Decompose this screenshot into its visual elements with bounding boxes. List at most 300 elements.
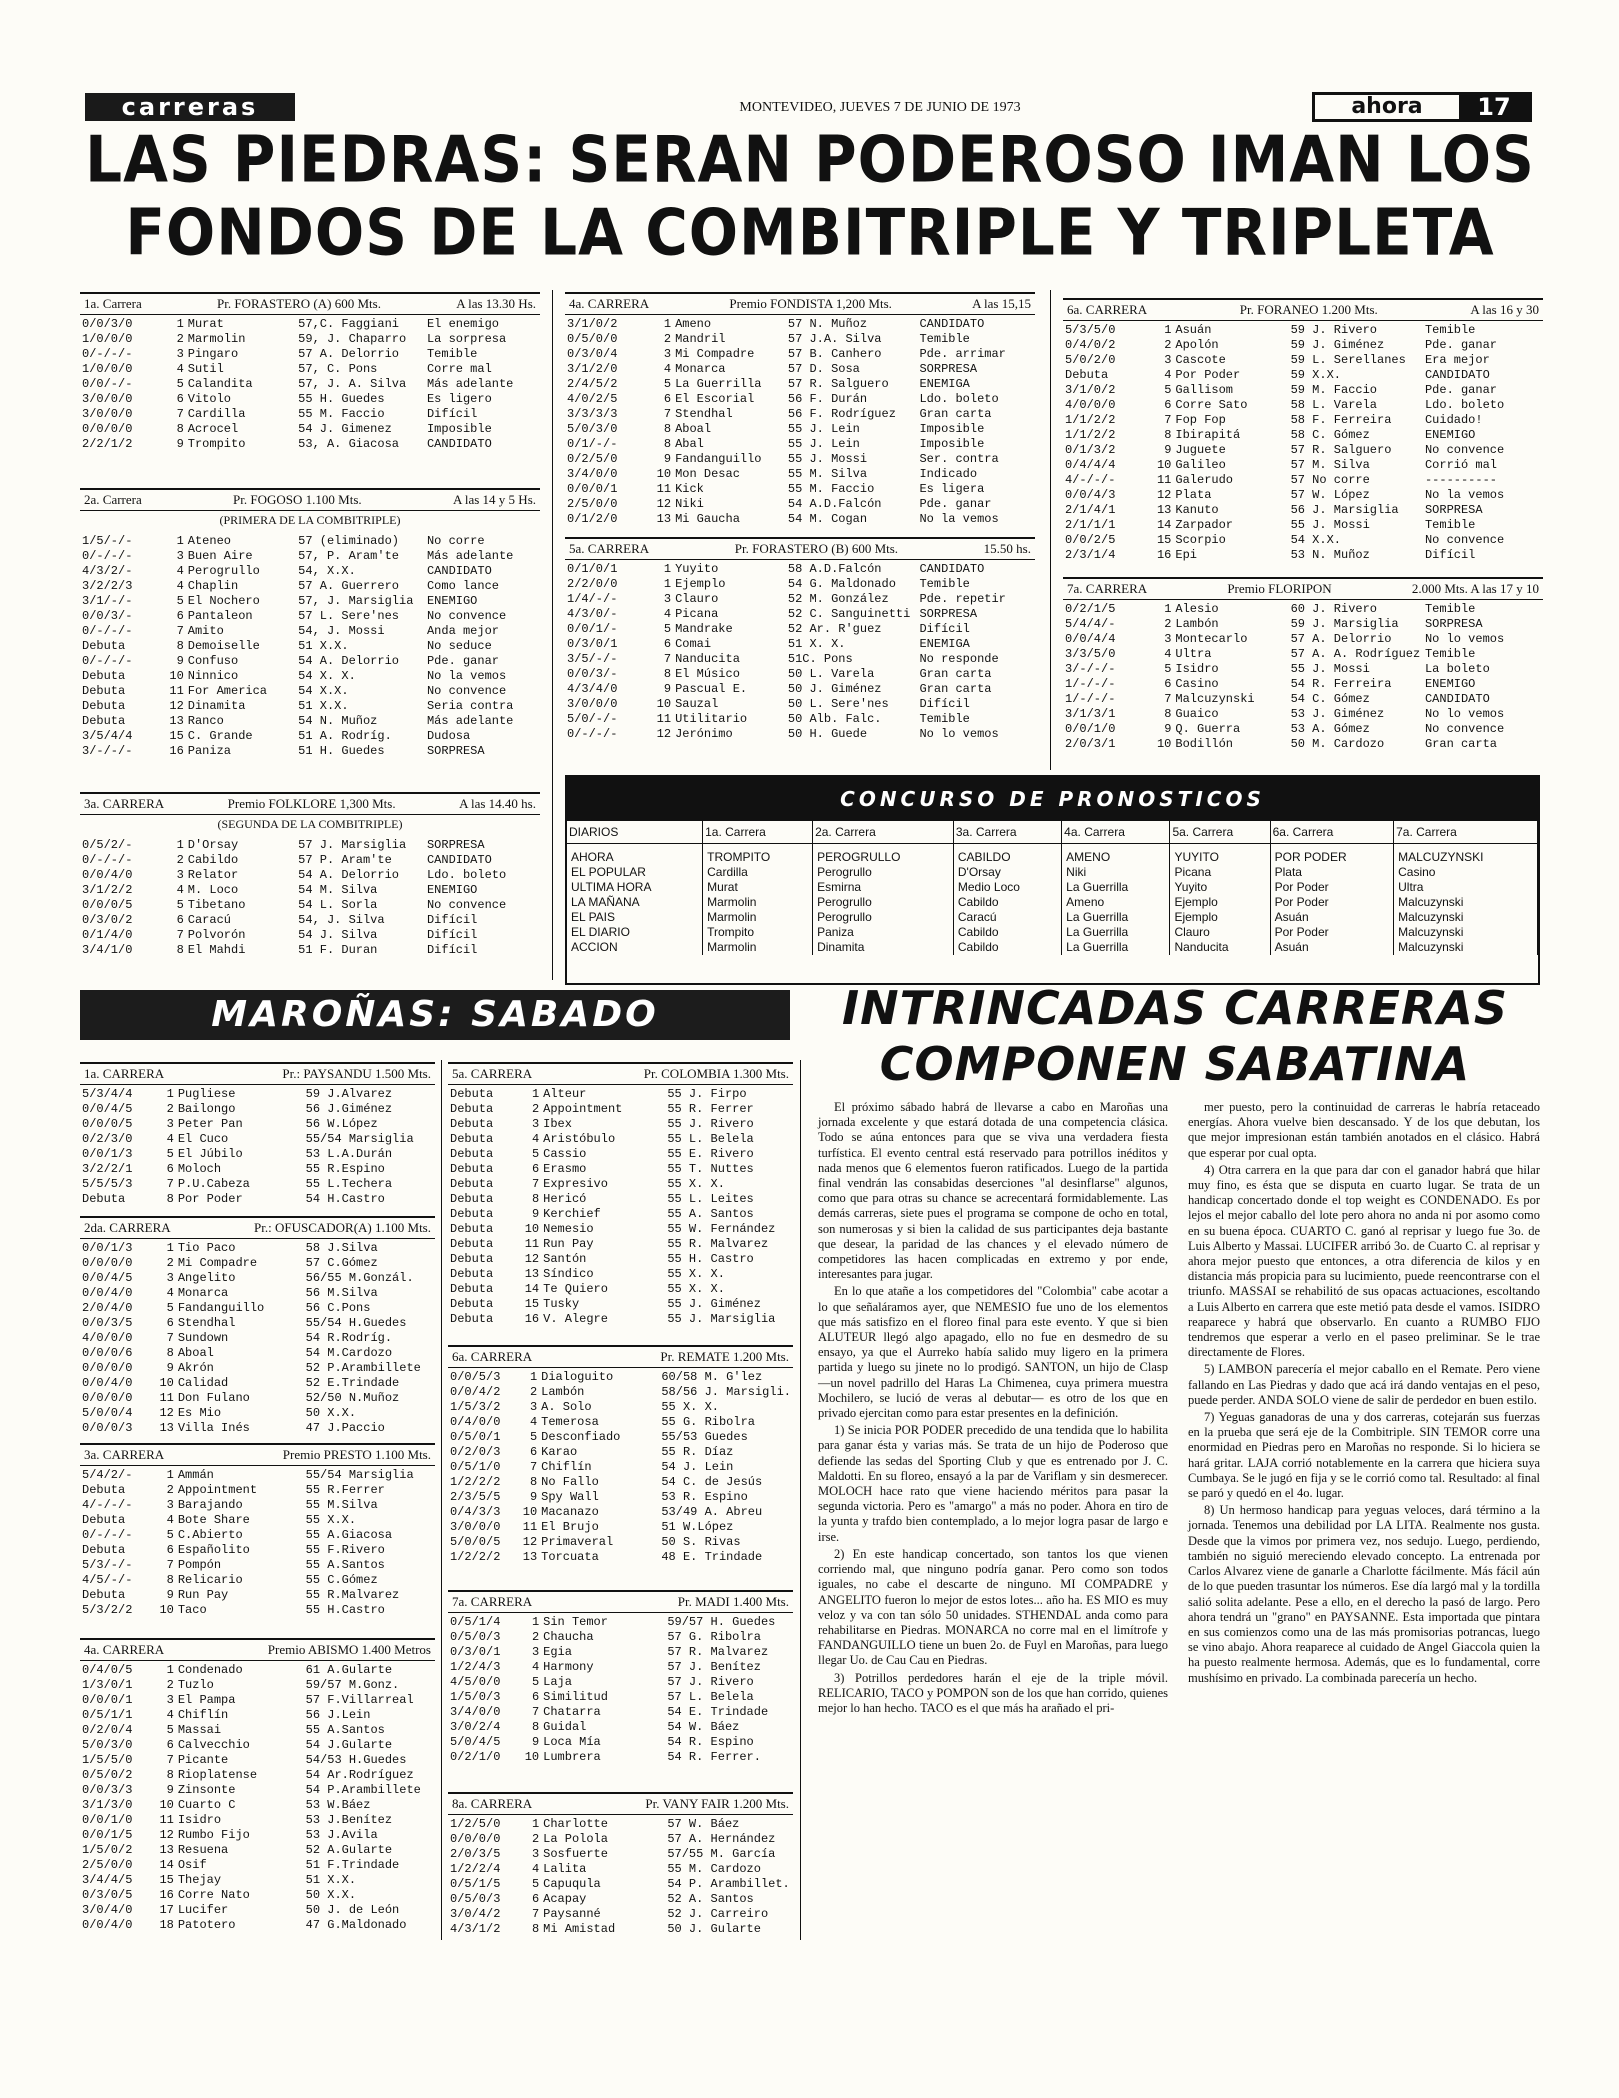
table-cell: Calidad (177, 1376, 229, 1390)
contest-cell: Asuán (1270, 910, 1394, 925)
table-row (448, 1660, 793, 1675)
table-cell: Cardilla (187, 407, 246, 421)
table-cell: 57 A. Hernández (667, 1832, 776, 1846)
table-cell: 53 J. Giménez (1290, 707, 1385, 721)
table-cell: Debuta (450, 1297, 494, 1311)
table-cell: 54 R. Ferreira (1290, 677, 1392, 691)
table-cell: Sin Temor (543, 1615, 608, 1629)
table-cell: Aboal (177, 1346, 214, 1360)
table-cell: 0/1/4/0 (82, 928, 133, 942)
table-cell: 3/2/2/1 (82, 1162, 133, 1176)
table-cell: Paniza (187, 744, 231, 758)
table-cell: 8 (176, 422, 184, 436)
table-cell: 4/5/-/- (82, 1573, 133, 1587)
table-row (565, 392, 1035, 407)
table-cell: Debuta (82, 669, 126, 683)
table-cell: 8 (663, 667, 672, 681)
table-row (80, 1678, 435, 1693)
table-row (448, 1705, 793, 1720)
table-cell: SORPRESA (1424, 617, 1483, 631)
table-cell: 6 (531, 1892, 540, 1906)
table-cell: 0/4/4/4 (1065, 458, 1116, 472)
table-cell: Era mejor (1424, 353, 1490, 367)
table-cell: Clauro (675, 592, 719, 606)
table-row (1063, 677, 1543, 692)
article-paragraph: mer puesto, pero la continuidad de carreras le habría retaceado energías. Ahora vuelve bien descansado. Y de los que debutan, los que mejor impresionan están también anotados en el clásico. Habrá que esperar por cual opta. (1188, 1100, 1540, 1160)
contest-cell: Nanducita (1170, 940, 1270, 955)
table-cell: 2/2/0/0 (567, 577, 618, 591)
table-cell: Alteur (543, 1087, 587, 1101)
table-cell: Plata (1175, 488, 1212, 502)
table-row (448, 1117, 793, 1132)
table-cell: Gran carta (919, 407, 992, 421)
race-header-left: 2da. CARRERA (84, 1220, 171, 1235)
table-cell: 2/0/4/0 (82, 1301, 133, 1315)
table-row (448, 1222, 793, 1237)
table-row (565, 727, 1035, 742)
race-header (448, 1590, 793, 1613)
table-cell: Bote Share (177, 1513, 250, 1527)
column-rule (1050, 290, 1051, 770)
table-cell: 4 (1164, 368, 1172, 382)
table-cell: Cascote (1175, 353, 1226, 367)
table-cell: 1 (529, 1370, 538, 1384)
table-row (80, 579, 540, 594)
table-cell: 8 (166, 1192, 174, 1206)
table-cell: 0/5/1/1 (82, 1708, 133, 1722)
table-cell: 4 (1164, 647, 1172, 661)
table-cell: Primaveral (541, 1535, 614, 1549)
table-cell: 53, A. Giacosa (298, 437, 399, 451)
table-cell: 9 (166, 1783, 174, 1797)
table-row (448, 1147, 793, 1162)
table-cell: 54 M. Cogan (787, 512, 868, 526)
table-cell: 57 R. Malvarez (667, 1645, 769, 1659)
table-cell: 0/1/3/2 (1065, 443, 1116, 457)
table-cell: 55 J. Lein (787, 422, 860, 436)
table-row (80, 1177, 435, 1192)
contest-cell: Yuyito (1170, 880, 1270, 895)
table-cell: 10 (159, 1376, 174, 1390)
table-cell: 53/49 A. Abreu (661, 1505, 763, 1519)
table-row (1063, 533, 1543, 548)
contest-cell: Malcuzynski (1394, 895, 1538, 910)
table-cell: 2 (166, 1256, 174, 1270)
table-row (80, 347, 540, 362)
table-cell: Debuta (450, 1162, 494, 1176)
table-row (80, 332, 540, 347)
table-row (1063, 518, 1543, 533)
race-header-left: 1a. CARRERA (84, 1066, 165, 1081)
table-cell: Loca Mía (543, 1735, 601, 1749)
table-cell: 57 J. Rivero (667, 1675, 754, 1689)
table-cell: Kanuto (1175, 503, 1219, 517)
race-header-left: 6a. CARRERA (452, 1349, 533, 1364)
table-cell: SORPRESA (919, 362, 978, 376)
table-cell: 5 (1164, 383, 1172, 397)
race-header-mid: Pr. COLOMBIA 1.300 Mts. (643, 1066, 789, 1081)
table-row (448, 1087, 793, 1102)
table-row (448, 1675, 793, 1690)
race-subtitle: (PRIMERA DE LA COMBITRIPLE) (219, 513, 401, 527)
table-cell: 3 (166, 1117, 174, 1131)
table-row (448, 1445, 793, 1460)
table-cell: Ammán (177, 1468, 214, 1482)
table-row (565, 712, 1035, 727)
table-cell: 57 N. Muñoz (787, 317, 868, 331)
column-rule (441, 1060, 442, 1940)
table-row (80, 1301, 435, 1316)
table-cell: 7 (166, 1558, 174, 1572)
table-row (1063, 473, 1543, 488)
table-cell: Thejay (177, 1873, 222, 1887)
table-cell: Angelito (177, 1271, 236, 1285)
table-cell: 4/-/-/- (82, 1498, 133, 1512)
contest-cell: EL POPULAR (567, 865, 703, 880)
mar-race-1 (80, 1062, 435, 1207)
table-cell: Kick (675, 482, 704, 496)
table-cell: 1 (1164, 602, 1172, 616)
article-paragraph: 2) En este handicap concertado, son tantos los que vienen corriendo mal, que ninguno podría ganar. Pero como son todos iguales, no cabe el descarte de ninguno. MI COMPADRE y ANGELITO fueron lo mejor de estos lotes... año ha. ES MIO es muy veloz y va con tan sólo 50 unidades. STHENDAL anda como para rehabilitarse en Piedras. MONARCA no corre mal en el limítrofe y FANDANGUILLO tiene un buen 2o. de Fuyl en Maroñas, para luego llegar Uo. de Cau Cau en Piedras. (818, 1546, 1168, 1668)
table-cell: Chatarra (543, 1705, 601, 1719)
table-cell: 5/0/2/0 (1065, 353, 1116, 367)
table-cell: CANDIDATO (426, 853, 492, 867)
table-row (448, 1192, 793, 1207)
table-cell: 2 (176, 853, 184, 867)
race-table (565, 562, 1035, 742)
table-cell: 13 (1156, 503, 1172, 517)
table-cell: Yuyito (675, 562, 719, 576)
table-cell: 0/2/0/4 (82, 1723, 133, 1737)
table-cell: 54 W. Báez (667, 1720, 740, 1734)
table-cell: ENEMIGO (426, 883, 478, 897)
table-cell: Jerónimo (675, 727, 733, 741)
race-header-left: 8a. CARRERA (452, 1796, 533, 1811)
race-table (448, 1615, 793, 1765)
table-cell: 54 H.Castro (305, 1192, 385, 1206)
table-row (80, 1286, 435, 1301)
table-cell: 8 (531, 1720, 540, 1734)
table-cell: El enemigo (426, 317, 499, 331)
contest-cell: Cabildo (953, 895, 1061, 910)
race-header-left: 6a. CARRERA (1067, 302, 1148, 317)
table-row (448, 1177, 793, 1192)
table-cell: 3 (531, 1117, 540, 1131)
table-row (448, 1460, 793, 1475)
table-cell: 54 X.X. (298, 684, 349, 698)
table-row (80, 913, 540, 928)
table-cell: 51 H. Guedes (298, 744, 385, 758)
table-cell: 57 W. Báez (667, 1817, 740, 1831)
table-cell: El Nochero (187, 594, 260, 608)
table-cell: Paysanné (543, 1907, 601, 1921)
contest-cell: La Guerrilla (1062, 880, 1170, 895)
table-cell: 55 R.Ferrer (305, 1483, 385, 1497)
table-row (80, 1723, 435, 1738)
table-cell: 3 (176, 549, 184, 563)
race-subtitle: (SEGUNDA DE LA COMBITRIPLE) (217, 817, 403, 831)
table-cell: Karao (541, 1445, 578, 1459)
table-cell: Erasmo (543, 1162, 587, 1176)
table-cell: 3/1/2/0 (567, 362, 618, 376)
table-cell: 4 (176, 579, 184, 593)
table-cell: 5/0/-/- (567, 712, 618, 726)
table-cell: Debuta (82, 1192, 126, 1206)
table-cell: 6 (531, 1162, 540, 1176)
table-cell: 2/0/3/5 (450, 1847, 501, 1861)
table-row (80, 1768, 435, 1783)
table-cell: Sosfuerte (543, 1847, 608, 1861)
table-cell: Torcuata (541, 1550, 599, 1564)
table-cell: 53 R. Espino (661, 1490, 748, 1504)
table-cell: 3/1/3/0 (82, 1798, 133, 1812)
table-cell: 13 (169, 714, 184, 728)
table-cell: ENEMIGA (919, 637, 970, 651)
table-row (448, 1267, 793, 1282)
table-cell: 55 H.Castro (305, 1603, 385, 1617)
table-cell: 6 (176, 392, 184, 406)
table-cell: 1/3/0/1 (82, 1678, 133, 1692)
table-cell: 52 C. Sanguinetti (787, 607, 911, 621)
article-column-2 (1188, 1100, 1540, 1688)
table-cell: 3 (531, 1645, 540, 1659)
table-cell: Imposible (919, 422, 985, 436)
race-header-left: 4a. CARRERA (569, 296, 650, 311)
table-cell: 0/0/4/4 (1065, 632, 1116, 646)
table-cell: For America (187, 684, 267, 698)
table-cell: Galerudo (1175, 473, 1233, 487)
table-cell: 2 (531, 1102, 540, 1116)
race-header-mid: Premio FOLKLORE 1,300 Mts. (227, 796, 396, 811)
table-cell: 54 A. Delorrio (298, 868, 399, 882)
table-cell: 1 (166, 1241, 174, 1255)
table-cell: Más adelante (426, 377, 514, 391)
table-cell: Te Quiero (543, 1282, 608, 1296)
contest-cell: Cabildo (953, 940, 1061, 955)
table-cell: 57 R. Salguero (1290, 443, 1392, 457)
table-cell: 10 (159, 1603, 174, 1617)
table-row (80, 1828, 435, 1843)
table-cell: Es ligera (919, 482, 985, 496)
table-cell: 0/3/0/1 (567, 637, 618, 651)
table-cell: Debuta (450, 1192, 494, 1206)
table-cell: Pde. ganar (919, 497, 992, 511)
contest-cell: AHORA (567, 844, 703, 866)
table-cell: 3/1/3/1 (1065, 707, 1116, 721)
table-row (80, 407, 540, 422)
article-headline (810, 980, 1540, 1092)
table-cell: 47 J.Paccio (305, 1421, 385, 1435)
table-cell: 55 X. X. (667, 1177, 725, 1191)
table-cell: 3/0/4/2 (450, 1907, 501, 1921)
table-cell: 3 (1164, 353, 1172, 367)
table-cell: Indicado (919, 467, 978, 481)
table-cell: No responde (919, 652, 999, 666)
table-cell: Debuta (450, 1102, 494, 1116)
table-row (448, 1370, 793, 1385)
table-row (448, 1690, 793, 1705)
column-rule (552, 290, 553, 980)
table-cell: Debuta (450, 1237, 494, 1251)
race-header-right: A las 16 y 30 (1470, 302, 1539, 317)
table-cell: Moloch (177, 1162, 222, 1176)
table-cell: 1/2/2/2 (450, 1550, 501, 1564)
table-cell: 2 (531, 1630, 540, 1644)
table-cell: 8 (166, 1346, 174, 1360)
table-cell: 55 J. Rivero (667, 1117, 754, 1131)
table-cell: 12 (656, 497, 672, 511)
table-cell: Pde. ganar (1424, 383, 1497, 397)
race-table (80, 1241, 435, 1436)
table-row (565, 562, 1035, 577)
table-row (448, 1237, 793, 1252)
table-row (80, 1693, 435, 1708)
article-paragraph: 1) Se inicia POR PODER precedido de una tendida que lo habilita para ganar ésta y varias más. Se trata de un hijo de Poderoso que defiende las sedas del Sporting Club y que es entrenado por J. C. Maldotti. En su floreo, ensayó a la par de Variflam y sin desmerecer. MOLOCH hace rato que viene haciendo méritos para pasar la segunda victoria. Pero es "amargo" a más no poder. Ahora en tiro de la yunta y trafdo bien contemplado, a lo mejor logra pasar de largo e irse. (818, 1423, 1168, 1544)
table-cell: 5/3/2/2 (82, 1603, 133, 1617)
table-cell: 50 J. de León (305, 1903, 400, 1917)
contest-cell: Malcuzynski (1394, 940, 1538, 955)
table-cell: 1/2/4/3 (450, 1660, 501, 1674)
table-cell: ENEMIGO (1424, 677, 1476, 691)
table-row (565, 512, 1035, 527)
table-cell: 54 G. Maldonado (787, 577, 896, 591)
table-cell: No corre (426, 534, 485, 548)
table-cell: Chaucha (543, 1630, 594, 1644)
table-cell: 59 J. Marsiglia (1290, 617, 1399, 631)
table-cell: 2 (176, 332, 184, 346)
race-table (1063, 323, 1543, 563)
contest-cell: Ejemplo (1170, 895, 1270, 910)
table-row (80, 1132, 435, 1147)
table-row (80, 699, 540, 714)
table-cell: 0/0/3/0 (82, 317, 133, 331)
table-cell: 54/53 H.Guedes (305, 1753, 407, 1767)
table-cell: Similitud (543, 1690, 608, 1704)
table-cell: Debuta (450, 1177, 494, 1191)
table-cell: 5 (531, 1877, 540, 1891)
race-header-right: A las 15,15 (972, 296, 1031, 311)
table-cell: 0/0/4/0 (82, 1918, 133, 1932)
table-cell: 51 W.López (661, 1520, 734, 1534)
table-cell: No convence (1424, 533, 1505, 547)
table-cell: 55 A. Santos (667, 1207, 754, 1221)
table-cell: Cassio (543, 1147, 587, 1161)
table-cell: 0/5/0/2 (82, 1768, 133, 1782)
contest-cell: Marmolin (703, 910, 813, 925)
table-cell: Laja (543, 1675, 572, 1689)
table-cell: 1/5/-/- (82, 534, 133, 548)
table-cell: Villa Inés (177, 1421, 250, 1435)
table-cell: 55 M. Faccio (298, 407, 385, 421)
table-row (80, 534, 540, 549)
table-cell: 54 A.D.Falcón (787, 497, 882, 511)
table-cell: 3 (166, 1498, 174, 1512)
contest-cell: AMENO (1062, 844, 1170, 866)
lp-race-3 (80, 792, 540, 958)
table-row (80, 1498, 435, 1513)
contest-header-cell: DIARIOS (567, 821, 703, 844)
table-row (80, 1406, 435, 1421)
contest-cell: Por Poder (1270, 880, 1394, 895)
table-cell: Santón (543, 1252, 587, 1266)
table-row (565, 347, 1035, 362)
table-row (80, 1738, 435, 1753)
contest-cell: CABILDO (953, 844, 1061, 866)
contest-cell: Perogrullo (813, 895, 954, 910)
table-cell: 4 (166, 1286, 174, 1300)
table-cell: 8 (166, 1573, 174, 1587)
table-cell: 5 (529, 1430, 538, 1444)
table-cell: 55/54 H.Guedes (305, 1316, 407, 1330)
table-row (80, 1753, 435, 1768)
table-row (80, 1147, 435, 1162)
table-cell: 50 Alb. Falc. (787, 712, 882, 726)
contest-cell: Ameno (1062, 895, 1170, 910)
table-cell: 57 A. A. Rodríguez (1290, 647, 1421, 661)
table-row (565, 467, 1035, 482)
table-cell: 0/0/1/0 (82, 1813, 133, 1827)
table-cell: 52 E.Trindade (305, 1376, 400, 1390)
table-cell: Imposible (426, 422, 492, 436)
table-cell: 3 (663, 347, 672, 361)
race-header (1063, 298, 1543, 321)
table-cell: 7 (1164, 413, 1172, 427)
table-cell: La boleto (1424, 662, 1490, 676)
table-cell: 57, P. Aram'te (298, 549, 399, 563)
race-header-left: 5a. CARRERA (452, 1066, 533, 1081)
table-cell: Es Mio (177, 1406, 222, 1420)
table-row (80, 928, 540, 943)
table-row (1063, 398, 1543, 413)
contest-cell: LA MAÑANA (567, 895, 703, 910)
table-cell: 52 M. González (787, 592, 889, 606)
table-row (1063, 368, 1543, 383)
table-cell: Bailongo (177, 1102, 236, 1116)
table-cell: 58 F. Ferreira (1290, 413, 1392, 427)
table-cell: Imposible (919, 437, 985, 451)
table-cell: 53 J.Benítez (305, 1813, 393, 1827)
race-header-left: 3a. CARRERA (84, 1447, 165, 1462)
table-cell: 15 (169, 729, 184, 743)
table-row (80, 1271, 435, 1286)
table-cell: 57 (eliminado) (298, 534, 399, 548)
article-paragraph: 8) Un hermoso handicap para yeguas veloces, dará término a la jornada. Tenemos una debilidad por LA LITA. Realmente nos gusta. Desde que la vimos por primera vez, nos sedujo. Luego, perdiendo, también no siguió mereciendo elevado concepto. La entrenada por Carlos Alvarez viene de ganarle a Charlotte fácilmente. Más fácil aún de lo que pueden trasuntar los números. Ese día largó mal y la tordilla salió solita adelante. Pese a ello, en el derecho la pasó de largo. Pero ahora tendrá un "grano" en PAYSANNE. Esta importada que pintara en sus comienzos como una de las más promisorias potrancas, luego se vino abajo. Ahora reaparece al cuidado de Angel Giaccola quien la ha puesto realmente hermosa. Además, que es lo fundamental, corre mushísimo en privado. La combinada parecería un hecho. (1188, 1503, 1540, 1685)
table-row (448, 1720, 793, 1735)
table-row (448, 1862, 793, 1877)
table-cell: 1/1/2/2 (1065, 428, 1116, 442)
table-cell: Don Fulano (177, 1391, 250, 1405)
table-cell: ENEMIGA (919, 377, 970, 391)
table-cell: 12 (159, 1406, 174, 1420)
table-cell: Temerosa (541, 1415, 599, 1429)
table-row (80, 1543, 435, 1558)
table-cell: 4 (166, 1132, 174, 1146)
contest-box (565, 775, 1540, 985)
race-header-left: 4a. CARRERA (84, 1642, 165, 1657)
table-cell: 4/0/0/0 (82, 1331, 133, 1345)
table-cell: Epi (1175, 548, 1197, 562)
table-cell: 4 (531, 1660, 540, 1674)
table-cell: Appointment (543, 1102, 623, 1116)
table-cell: SORPRESA (426, 744, 485, 758)
table-cell: Gran carta (919, 682, 992, 696)
table-cell: 0/0/0/0 (450, 1832, 501, 1846)
table-cell: 7 (176, 928, 184, 942)
table-cell: 55 R. Malvarez (667, 1237, 769, 1251)
table-cell: 11 (1156, 473, 1172, 487)
table-row (1063, 692, 1543, 707)
table-cell: 55 X.X. (305, 1513, 357, 1527)
